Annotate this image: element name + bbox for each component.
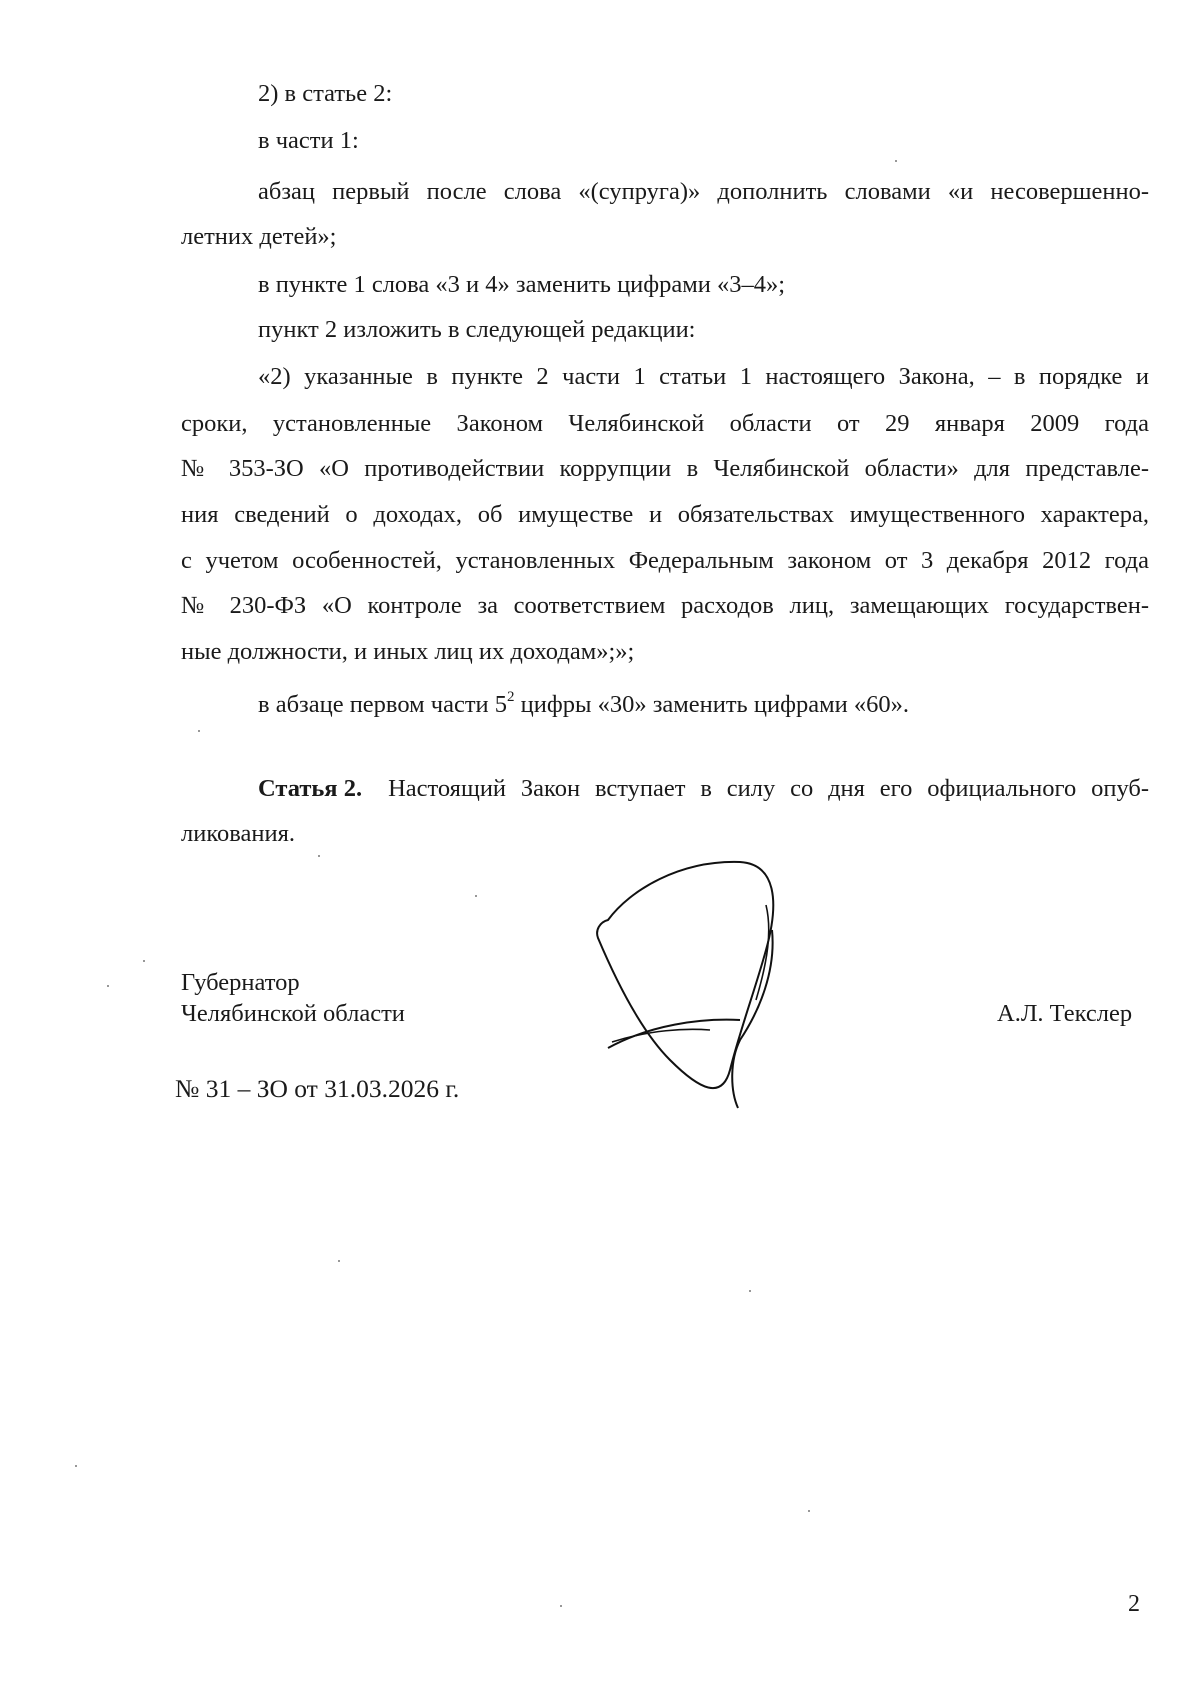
paragraph-4-text-before: в абзаце первом части 5 — [258, 691, 508, 718]
scan-speck — [107, 985, 109, 987]
law-number: № 31 – ЗО от 31.03.2026 г. — [175, 1074, 460, 1103]
signature-stroke-loop — [597, 862, 773, 1088]
quote-line-3: № 353-ЗО «О противодействии коррупции в Челябинской области» для представле- — [181, 455, 1149, 482]
quote-line-6: № 230-ФЗ «О контроле за соответствием расходов лиц, замещающих государствен- — [181, 592, 1149, 619]
article-2-text: Настоящий Закон вступает в силу со дня его официального опуб- — [388, 775, 1149, 802]
scan-speck — [749, 1290, 751, 1292]
paragraph-4 — [258, 690, 909, 718]
scan-speck — [895, 160, 897, 162]
scan-speck — [318, 855, 320, 857]
scan-speck — [560, 1605, 562, 1607]
article-2-label: Статья 2. — [258, 775, 363, 802]
scan-speck — [808, 1510, 810, 1512]
scan-speck — [198, 730, 200, 732]
item2-heading: 2) в статье 2: — [258, 80, 393, 107]
quote-line-7: ные должности, и иных лиц их доходам»;»; — [181, 638, 635, 665]
paragraph-2: в пункте 1 слова «3 и 4» заменить цифрами «3–4»; — [258, 271, 786, 298]
quote-line-1: «2) указанные в пункте 2 части 1 статьи 1 настоящего Закона, – в порядке и — [258, 363, 1149, 390]
paragraph-4-superscript: 2 — [507, 689, 515, 705]
paragraph-3: пункт 2 изложить в следующей редакции: — [258, 316, 696, 343]
governor-signature — [590, 860, 800, 1110]
scan-speck — [475, 895, 477, 897]
paragraph-1-line-2: летних детей»; — [181, 223, 337, 250]
quote-line-5: с учетом особенностей, установленных Федеральным законом от 3 декабря 2012 года — [181, 547, 1149, 574]
governor-title-line-2: Челябинской области — [181, 1000, 405, 1027]
governor-name: А.Л. Текслер — [997, 1000, 1133, 1027]
scan-speck — [143, 960, 145, 962]
signature-stroke-cross-2 — [612, 1029, 710, 1042]
article-2-line-2: ликования. — [181, 820, 295, 847]
signature-stroke-cross — [608, 1020, 740, 1048]
paragraph-1-line-1: абзац первый после слова «(супруга)» дополнить словами «и несовершенно- — [258, 178, 1149, 205]
paragraph-4-text-after: цифры «30» заменить цифрами «60». — [514, 691, 909, 718]
scan-speck — [75, 1465, 77, 1467]
page-number: 2 — [1128, 1591, 1140, 1617]
quote-line-4: ния сведений о доходах, об имуществе и обязательствах имущественного характера, — [181, 501, 1149, 528]
article-2-line-1 — [258, 777, 1149, 802]
governor-title-line-1: Губернатор — [181, 969, 300, 996]
part1-heading: в части 1: — [258, 127, 359, 154]
quote-line-2: сроки, установленные Законом Челябинской области от 29 января 2009 года — [181, 410, 1149, 437]
scan-speck — [338, 1260, 340, 1262]
